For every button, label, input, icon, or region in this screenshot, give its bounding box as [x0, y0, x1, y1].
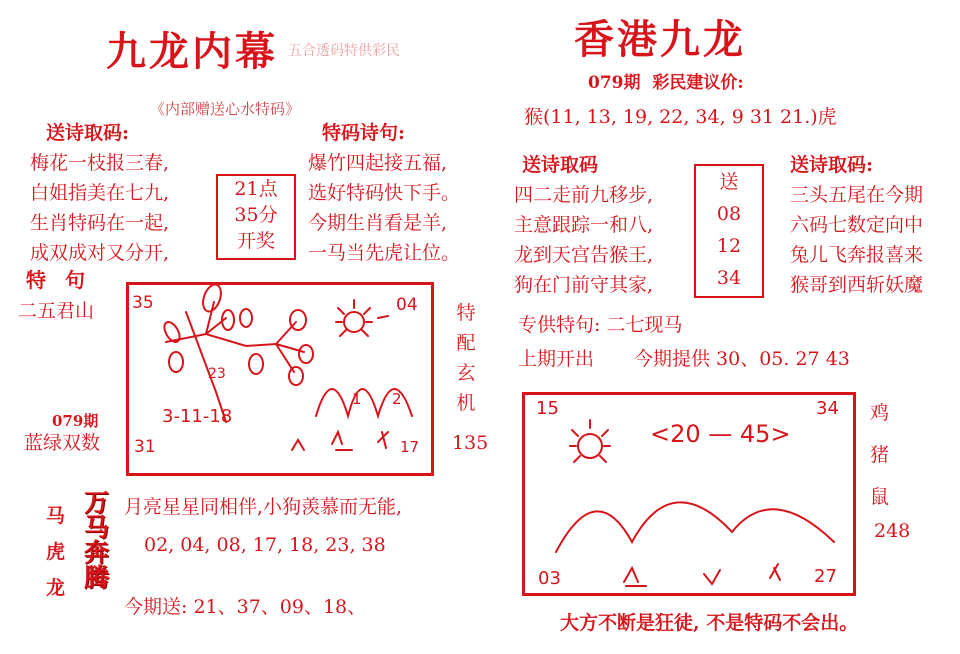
left-verse: 月亮星星同相伴,小狗羡慕而无能, — [124, 496, 403, 518]
grass-icon — [704, 570, 720, 584]
draw-time-hour: 21点 — [234, 178, 278, 200]
corner-tl: 15 — [536, 398, 559, 419]
right-poem2-header: 送诗取码: — [790, 154, 874, 176]
poem-line: 猴哥到西斩妖魔 — [790, 274, 924, 296]
sketch-label-23: 23 — [208, 366, 226, 382]
send-box-number: 08 — [716, 203, 742, 225]
leaf-icon — [240, 309, 252, 327]
right-poem1-header: 送诗取码 — [522, 154, 599, 176]
zodiac-char: 鼠 — [870, 486, 890, 508]
poem-line: 三头五尾在今期 — [790, 184, 924, 206]
zodiac-char: 马 — [46, 505, 66, 527]
left-title: 九龙内幕 — [106, 28, 278, 75]
right-title: 香港九龙 — [574, 16, 746, 63]
corner-tr: 04 — [396, 295, 418, 315]
side-char: 机 — [456, 392, 476, 414]
sketch-label-1: 1 — [352, 390, 362, 408]
grass-icon — [332, 432, 352, 450]
grass-icon — [624, 568, 646, 586]
zodiac-char: 虎 — [46, 541, 66, 563]
right-poem2 — [790, 180, 923, 300]
left-poem1 — [30, 148, 169, 268]
poem-line: 狗在门前守其家, — [514, 274, 654, 296]
poem-line: 兔儿飞奔报喜来 — [790, 244, 924, 266]
send-box-number: 34 — [716, 267, 742, 289]
corner-bl: 31 — [134, 437, 156, 457]
poem-line: 一马当先虎让位。 — [308, 242, 461, 264]
mountains — [556, 502, 834, 552]
left-numbers: 02, 04, 08, 17, 18, 23, 38 — [144, 534, 386, 556]
draw-time-minute: 35分 — [234, 204, 278, 226]
poem-line: 六码七数定向中 — [790, 214, 924, 236]
left-poem1-header: 送诗取码: — [46, 122, 130, 144]
zodiac-char: 鸡 — [870, 402, 890, 424]
right-sketch — [522, 392, 856, 596]
poem-line: 龙到天宫告猴王, — [514, 244, 654, 266]
corner-tl: 35 — [132, 293, 154, 313]
right-side-number: 248 — [874, 520, 911, 542]
sun-rays — [570, 420, 610, 462]
left-poem2-header: 特码诗句: — [322, 122, 406, 144]
leaf-icon — [290, 310, 306, 330]
sun-icon — [344, 312, 364, 332]
draw-time-box — [216, 174, 296, 260]
stamp-wan-ma-ben-teng: 万马奔腾 — [84, 488, 110, 592]
corner-br: 27 — [814, 566, 837, 587]
right-poem1 — [514, 180, 653, 300]
special-phrase: 二五君山 — [18, 300, 95, 322]
special-phrase-label: 特 句 — [26, 268, 91, 292]
sketch-label-2: 2 — [392, 390, 402, 408]
right-zodiac-vertical — [870, 392, 889, 518]
leaf-icon — [249, 354, 263, 374]
corner-tr: 34 — [816, 398, 839, 419]
left-title-note: 五合透码特供彩民 — [288, 43, 400, 59]
poem-line: 爆竹四起接五福, — [308, 152, 448, 174]
left-poem2 — [308, 148, 460, 268]
last-period: 上期开出 — [518, 348, 595, 370]
draw-time-label: 开奖 — [236, 230, 275, 252]
leaf-icon — [289, 367, 303, 385]
leaf-icon — [161, 319, 182, 344]
leaf-icon — [299, 345, 313, 363]
side-char: 玄 — [456, 362, 476, 384]
corner-bl: 03 — [538, 568, 561, 589]
period-label: 079期 — [52, 412, 99, 430]
left-subtitle: 《内部赠送心水特码》 — [150, 100, 301, 118]
sun-icon — [578, 434, 602, 458]
poem-line: 四二走前九移步, — [514, 184, 654, 206]
poem-line: 今期生肖看是羊, — [308, 212, 448, 234]
poem-line: 选好特码快下手。 — [308, 182, 461, 204]
poem-line: 生肖特码在一起, — [30, 212, 170, 234]
sketch-range: <20 — 45> — [650, 420, 791, 448]
left-zodiac-vertical — [46, 498, 65, 606]
grass-icon — [292, 440, 304, 450]
send-box-number: 12 — [716, 235, 742, 257]
zodiac-char: 猪 — [870, 444, 890, 466]
poem-line: 梅花一枝报三春, — [30, 152, 170, 174]
poem-line: 白姐指美在七九, — [30, 182, 170, 204]
grass-icon — [378, 432, 388, 448]
leaf-icon — [169, 352, 183, 372]
poem-line: 主意跟踪一和八, — [514, 214, 654, 236]
zodiac-char: 龙 — [46, 577, 66, 599]
grass-icon — [770, 564, 780, 580]
this-period: 今期提供 30、05. 27 43 — [634, 348, 850, 370]
monkey-line: 猴(11, 13, 19, 22, 34, 9 31 21.)虎 — [524, 106, 837, 128]
left-side-number: 135 — [452, 432, 489, 454]
send-box — [694, 164, 764, 298]
poem-line: 成双成对又分开, — [30, 242, 170, 264]
send-box-title: 送 — [719, 171, 739, 193]
sketch-formula: 3-11-18 — [162, 406, 233, 427]
sketch-label-17: 17 — [400, 438, 420, 456]
left-side-vertical — [454, 298, 478, 418]
color-hint: 蓝绿双数 — [24, 432, 101, 454]
right-period-line: 079期 彩民建议价: — [588, 73, 744, 93]
branch — [166, 334, 276, 346]
right-footer: 大方不断是狂徒, 不是特码不会出。 — [560, 612, 859, 634]
left-sketch — [126, 282, 434, 476]
today-send: 今期送: 21、37、09、18、 — [124, 596, 367, 618]
side-char: 配 — [456, 332, 476, 354]
side-char: 特 — [456, 302, 476, 324]
special-line: 专供特句: 二七现马 — [518, 314, 683, 336]
